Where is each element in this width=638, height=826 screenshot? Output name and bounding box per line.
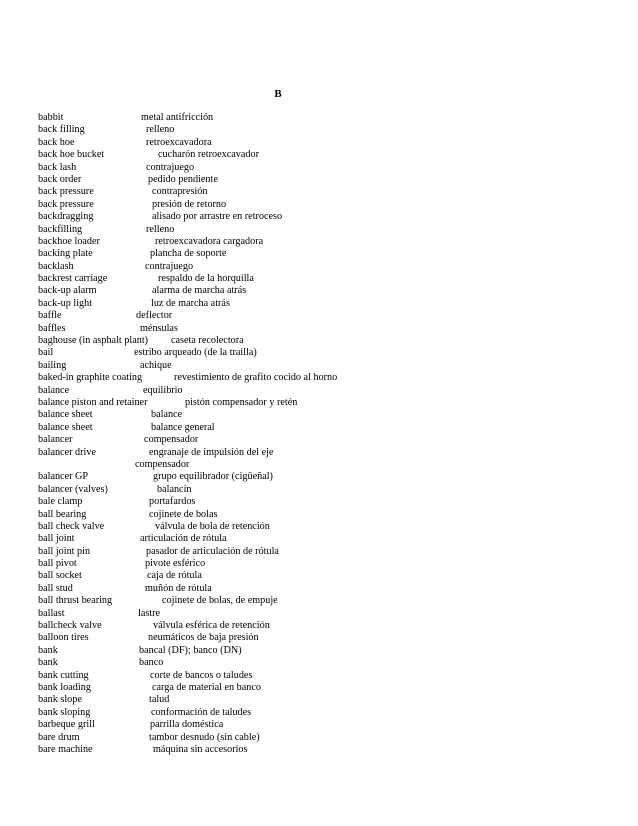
entry-translation: válvula de bola de retención [155, 520, 270, 532]
entry-term: back hoe [38, 136, 75, 148]
entry-translation: relleno [146, 223, 175, 235]
entry-translation: cojinete de bolas, de empuje [162, 595, 278, 607]
glossary-entry [38, 347, 628, 359]
glossary-entry [38, 273, 628, 285]
entry-term: balancer GP [38, 471, 89, 483]
entry-term: back pressure [38, 186, 94, 198]
glossary-entry [38, 694, 628, 706]
glossary-entry [38, 732, 628, 744]
entry-term: balance [38, 384, 70, 396]
glossary-entry [38, 124, 628, 136]
entry-translation: contrajuego [146, 161, 195, 173]
entry-term: bank slope [38, 694, 82, 706]
entry-translation: compensador [144, 434, 199, 446]
glossary-entry [38, 707, 628, 719]
entry-translation: compensador [135, 458, 190, 470]
glossary-entry [38, 186, 628, 198]
glossary-entry [38, 409, 628, 421]
entry-translation: alarma de marcha atrás [152, 285, 247, 297]
glossary-entry [38, 608, 628, 620]
glossary-entry [38, 149, 628, 161]
entry-term: balance piston and retainer [38, 396, 148, 408]
entry-term: balance sheet [38, 409, 93, 421]
glossary-entry [38, 434, 628, 446]
glossary-entry [38, 632, 628, 644]
glossary-entry [38, 397, 628, 409]
entry-translation: pistón compensador y retén [185, 396, 298, 408]
entry-term: back-up alarm [38, 285, 97, 297]
glossary-entry [38, 137, 628, 149]
entry-translation: balance general [151, 421, 215, 433]
glossary-entry [38, 744, 628, 756]
entry-term: back filling [38, 124, 85, 136]
entry-translation: tambor desnudo (sin cable) [149, 731, 260, 743]
glossary-entry [38, 422, 628, 434]
entry-translation: deflector [136, 310, 173, 322]
glossary-entry [38, 583, 628, 595]
entry-translation: válvula esférica de retención [153, 620, 270, 632]
glossary-entry [38, 682, 628, 694]
entry-translation: ménsulas [140, 322, 178, 334]
entry-term: balancer drive [38, 446, 96, 458]
entry-term: bank [38, 644, 58, 656]
entry-translation: talud [149, 694, 170, 706]
section-heading: B [274, 88, 282, 100]
entry-term: bank [38, 657, 58, 669]
glossary-entry [38, 112, 628, 124]
glossary-entry [38, 484, 628, 496]
entry-term: ball socket [38, 570, 82, 582]
glossary-entry [38, 645, 628, 657]
glossary-entry [38, 323, 628, 335]
entry-term: bank loading [38, 681, 91, 693]
entry-term: backhoe loader [38, 235, 100, 247]
entry-translation: revestimiento de grafito cocido al horno [174, 372, 338, 384]
glossary-entry [38, 211, 628, 223]
entry-term: back lash [38, 161, 77, 173]
entry-translation: caja de rótula [147, 570, 202, 582]
entry-translation: achique [140, 359, 172, 371]
entry-term: back order [38, 173, 82, 185]
glossary-entry [38, 335, 628, 347]
entry-translation: engranaje de impulsión del eje [149, 446, 274, 458]
entry-translation: pasador de articulación de rótula [146, 545, 279, 557]
entry-translation: contrapresión [152, 186, 208, 198]
glossary-entry [38, 471, 628, 483]
entry-translation: cojinete de bolas [149, 508, 218, 520]
entry-translation: presión de retorno [152, 198, 227, 210]
glossary-entry [38, 657, 628, 669]
entry-term: balancer [38, 434, 73, 446]
entry-term: back hoe bucket [38, 149, 105, 161]
entry-term: ball pivot [38, 558, 77, 570]
entry-term: barbeque grill [38, 719, 95, 731]
entry-term: baffle [38, 310, 62, 322]
entry-term: ball check valve [38, 520, 105, 532]
entry-translation: bancal (DF); banco (DN) [139, 644, 242, 656]
entry-term: ball stud [38, 582, 73, 594]
glossary-entry [38, 447, 628, 459]
entry-term: bale clamp [38, 496, 83, 508]
entry-translation: muñón de rótula [145, 582, 212, 594]
entry-translation: máquina sin accesorios [153, 743, 248, 755]
entry-term: balloon tires [38, 632, 89, 644]
entry-term: ball thrust bearing [38, 595, 113, 607]
entry-term: bailing [38, 359, 67, 371]
glossary-entry [38, 298, 628, 310]
entry-term: ball bearing [38, 508, 87, 520]
entry-translation: parrilla doméstica [150, 719, 224, 731]
glossary-entry [38, 558, 628, 570]
entry-term: bail [38, 347, 54, 359]
glossary-entry [38, 620, 628, 632]
entry-translation: grupo equilibrador (cigüeñal) [153, 471, 273, 483]
entry-term: balance sheet [38, 421, 93, 433]
glossary-entry [38, 521, 628, 533]
entry-term: back-up light [38, 297, 93, 309]
entry-translation: metal antifricción [141, 112, 214, 123]
glossary-entry [38, 496, 628, 508]
glossary-entry [38, 199, 628, 211]
entry-term: backlash [38, 260, 74, 272]
entry-translation: articulación de rótula [140, 533, 227, 545]
entry-translation: carga de material en banco [152, 681, 261, 693]
entry-translation: pivote esférico [145, 558, 206, 570]
glossary-entry [38, 546, 628, 558]
entry-term: back pressure [38, 198, 94, 210]
entry-term: bare machine [38, 743, 93, 755]
entry-term: bank cutting [38, 669, 89, 681]
glossary-entry [38, 174, 628, 186]
entry-translation: portafardos [149, 496, 196, 508]
glossary-entry [38, 372, 628, 384]
entry-translation: estribo arqueado (de la trailla) [134, 347, 257, 359]
entry-translation: relleno [146, 124, 175, 136]
entry-translation: banco [139, 657, 164, 669]
glossary-entry [38, 236, 628, 248]
entry-term: backfilling [38, 223, 83, 235]
entry-translation: balance [151, 409, 183, 421]
glossary-entry [38, 533, 628, 545]
glossary-entry [38, 224, 628, 236]
entry-translation: balancín [157, 483, 192, 495]
entry-translation: equilibrio [143, 384, 183, 396]
entry-term: ball joint pin [38, 545, 91, 557]
entry-translation: neumáticos de baja presión [148, 632, 259, 644]
entry-translation: cucharón retroexcavador [158, 149, 259, 161]
entry-translation: alisado por arrastre en retroceso [152, 211, 283, 223]
entry-translation: corte de bancos o taludes [150, 669, 253, 681]
entry-translation: retroexcavadora cargadora [155, 235, 264, 247]
entry-translation: caseta recolectora [171, 335, 244, 347]
glossary-entry [38, 162, 628, 174]
glossary-list [38, 112, 628, 756]
entry-term: ballast [38, 607, 65, 619]
entry-term: balancer (valves) [38, 483, 108, 495]
glossary-entry [38, 285, 628, 297]
glossary-entry [38, 595, 628, 607]
entry-translation: conformación de taludes [151, 706, 252, 718]
entry-translation: contrajuego [145, 260, 194, 272]
glossary-entry [38, 670, 628, 682]
glossary-entry [38, 248, 628, 260]
glossary-entry [38, 570, 628, 582]
entry-term: backdragging [38, 211, 94, 223]
entry-term: baked-in graphite coating [38, 372, 143, 384]
entry-term: babbit [38, 112, 64, 123]
entry-term: backing plate [38, 248, 93, 260]
entry-term: bare drum [38, 731, 80, 743]
glossary-entry [38, 261, 628, 273]
glossary-entry [38, 509, 628, 521]
glossary-entry [38, 360, 628, 372]
entry-term: ball joint [38, 533, 75, 545]
entry-translation: respaldo de la horquilla [158, 273, 254, 285]
entry-translation: pedido pendiente [148, 173, 218, 185]
entry-term: baghouse (in asphalt plant) [38, 335, 149, 347]
glossary-entry [38, 719, 628, 731]
entry-translation: luz de marcha atrás [151, 297, 230, 309]
glossary-entry [38, 310, 628, 322]
entry-translation: plancha de soporte [150, 248, 227, 260]
entry-term: baffles [38, 322, 66, 334]
entry-term: backrest carriage [38, 273, 108, 285]
entry-term: bank sloping [38, 706, 91, 718]
entry-translation: lastre [138, 607, 161, 619]
glossary-entry [38, 385, 628, 397]
entry-term: ballcheck valve [38, 620, 102, 632]
entry-translation: retroexcavadora [146, 136, 212, 148]
glossary-entry [38, 459, 628, 471]
